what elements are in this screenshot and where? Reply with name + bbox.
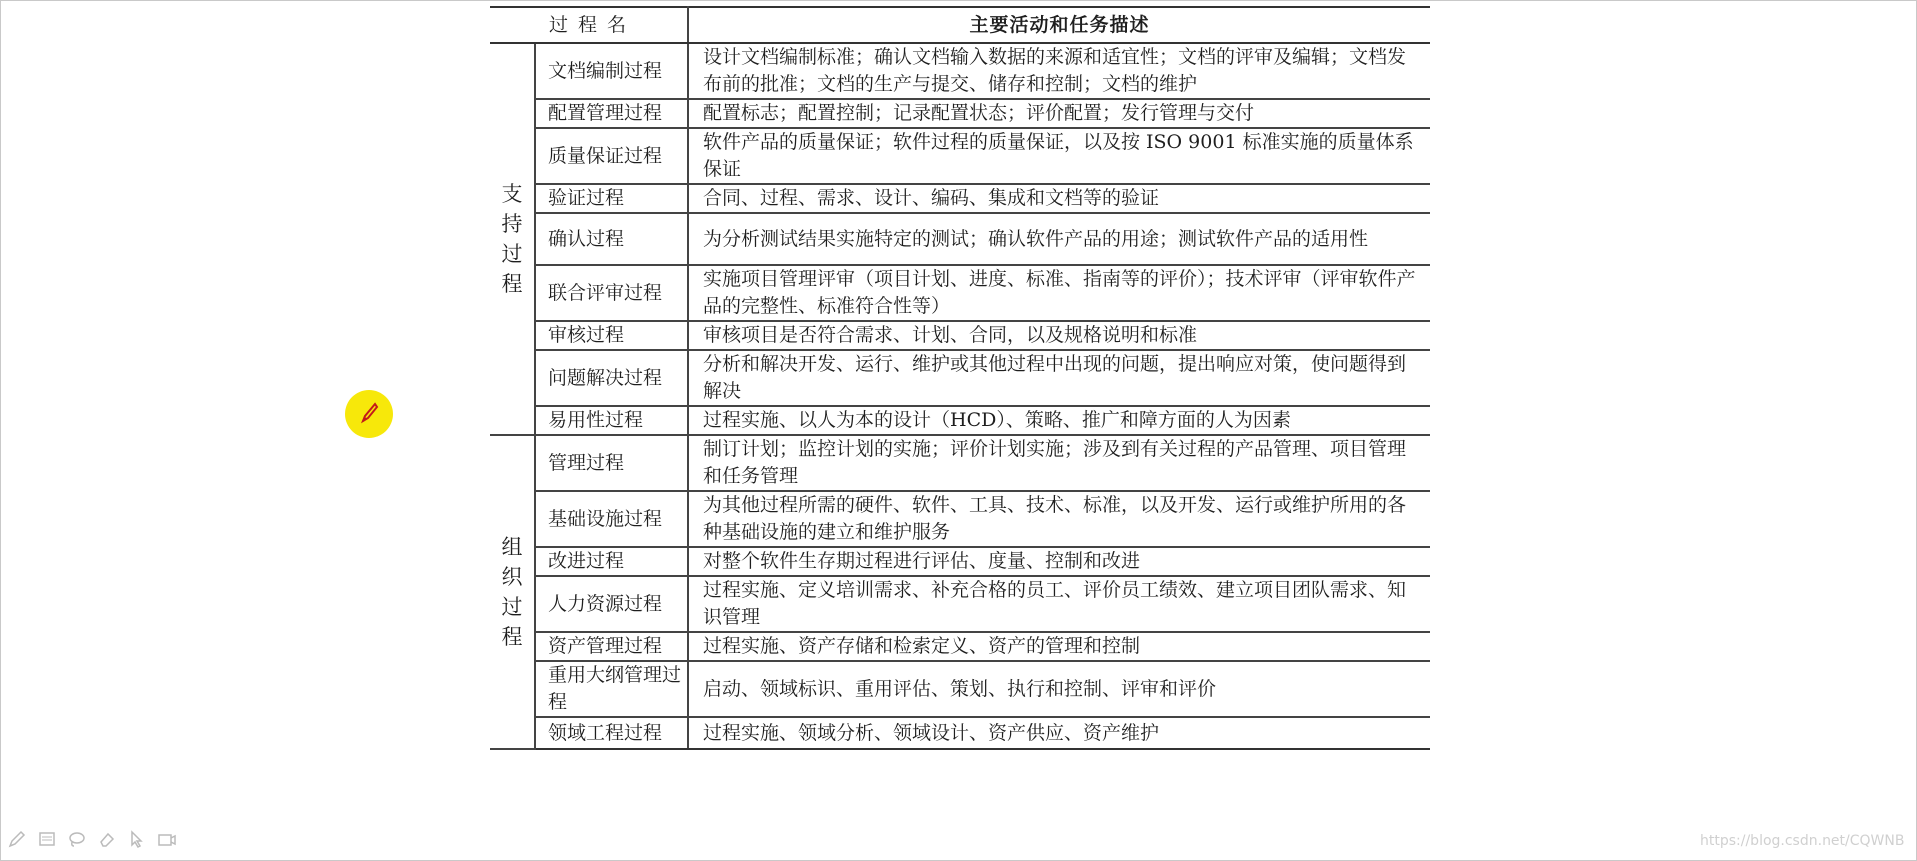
row-desc: 分析和解决开发、运行、维护或其他过程中出现的问题，提出响应对策，使问题得到解决: [688, 350, 1430, 406]
row-desc: 设计文档编制标准；确认文档输入数据的来源和适宜性；文档的评审及编辑；文档发布前的批准；文档的生产与提交、储存和控制；文档的维护: [688, 43, 1430, 99]
header-description: 主要活动和任务描述: [688, 7, 1430, 43]
row-desc: 过程实施、资产存储和检索定义、资产的管理和控制: [688, 632, 1430, 661]
row-desc: 制订计划；监控计划的实施；评价计划实施；涉及到有关过程的产品管理、项目管理和任务管理: [688, 435, 1430, 491]
table-row: [490, 576, 1430, 632]
table-row: [490, 632, 1430, 661]
row-desc: 配置标志；配置控制；记录配置状态；评价配置；发行管理与交付: [688, 99, 1430, 128]
row-name: 质量保证过程: [535, 128, 688, 184]
table-row: [490, 717, 1430, 749]
row-name: 管理过程: [535, 435, 688, 491]
row-desc: 过程实施、定义培训需求、补充合格的员工、评价员工绩效、建立项目团队需求、知识管理: [688, 576, 1430, 632]
row-desc: 软件产品的质量保证；软件过程的质量保证，以及按 ISO 9001 标准实施的质量体系保证: [688, 128, 1430, 184]
document-page: [490, 6, 1430, 846]
row-name: 改进过程: [535, 547, 688, 576]
pen-cursor-icon: [359, 402, 379, 424]
pointer-icon[interactable]: [126, 828, 148, 850]
row-name: 审核过程: [535, 321, 688, 350]
table-row: [490, 321, 1430, 350]
row-desc: 过程实施、以人为本的设计（HCD）、策略、推广和障方面的人为因素: [688, 406, 1430, 435]
table-row: [490, 406, 1430, 435]
table-row: [490, 435, 1430, 491]
table-row: [490, 184, 1430, 213]
group-label-support: 支持过程: [490, 43, 535, 435]
table-row: [490, 128, 1430, 184]
row-name: 问题解决过程: [535, 350, 688, 406]
row-name: 领域工程过程: [535, 717, 688, 749]
row-desc: 审核项目是否符合需求、计划、合同，以及规格说明和标准: [688, 321, 1430, 350]
watermark: https://blog.csdn.net/CQWNB: [1700, 833, 1905, 849]
table-row: [490, 547, 1430, 576]
row-desc: 合同、过程、需求、设计、编码、集成和文档等的验证: [688, 184, 1430, 213]
table-row: [490, 43, 1430, 99]
row-name: 基础设施过程: [535, 491, 688, 547]
group-label-organization: 组织过程: [490, 435, 535, 749]
row-desc: 对整个软件生存期过程进行评估、度量、控制和改进: [688, 547, 1430, 576]
row-name: 验证过程: [535, 184, 688, 213]
row-desc: 启动、领域标识、重用评估、策划、执行和控制、评审和评价: [688, 661, 1430, 717]
row-name: 重用大纲管理过程: [535, 661, 688, 717]
pen-icon[interactable]: [6, 828, 28, 850]
row-name: 资产管理过程: [535, 632, 688, 661]
eraser-icon[interactable]: [96, 828, 118, 850]
whiteboard-icon[interactable]: [36, 828, 58, 850]
process-table: [490, 6, 1430, 750]
table-row: [490, 491, 1430, 547]
table-row: [490, 661, 1430, 717]
row-name: 配置管理过程: [535, 99, 688, 128]
table-header-row: [490, 7, 1430, 43]
annotation-toolbar: [6, 826, 178, 852]
row-desc: 为其他过程所需的硬件、软件、工具、技术、标准，以及开发、运行或维护所用的各种基础设施的建立和维护服务: [688, 491, 1430, 547]
table-row: [490, 99, 1430, 128]
row-name: 易用性过程: [535, 406, 688, 435]
row-desc: 过程实施、领域分析、领域设计、资产供应、资产维护: [688, 717, 1430, 749]
pen-cursor-highlight: [345, 390, 393, 438]
row-desc: 实施项目管理评审（项目计划、进度、标准、指南等的评价）；技术评审（评审软件产品的完整性、标准符合性等）: [688, 265, 1430, 321]
row-desc: 为分析测试结果实施特定的测试；确认软件产品的用途；测试软件产品的适用性: [688, 213, 1430, 265]
row-name: 确认过程: [535, 213, 688, 265]
row-name: 联合评审过程: [535, 265, 688, 321]
header-process-name: 过 程 名: [490, 7, 688, 43]
row-name: 人力资源过程: [535, 576, 688, 632]
lasso-icon[interactable]: [66, 828, 88, 850]
table-row: [490, 213, 1430, 265]
table-row: [490, 350, 1430, 406]
row-name: 文档编制过程: [535, 43, 688, 99]
camera-icon[interactable]: [156, 828, 178, 850]
table-row: [490, 265, 1430, 321]
